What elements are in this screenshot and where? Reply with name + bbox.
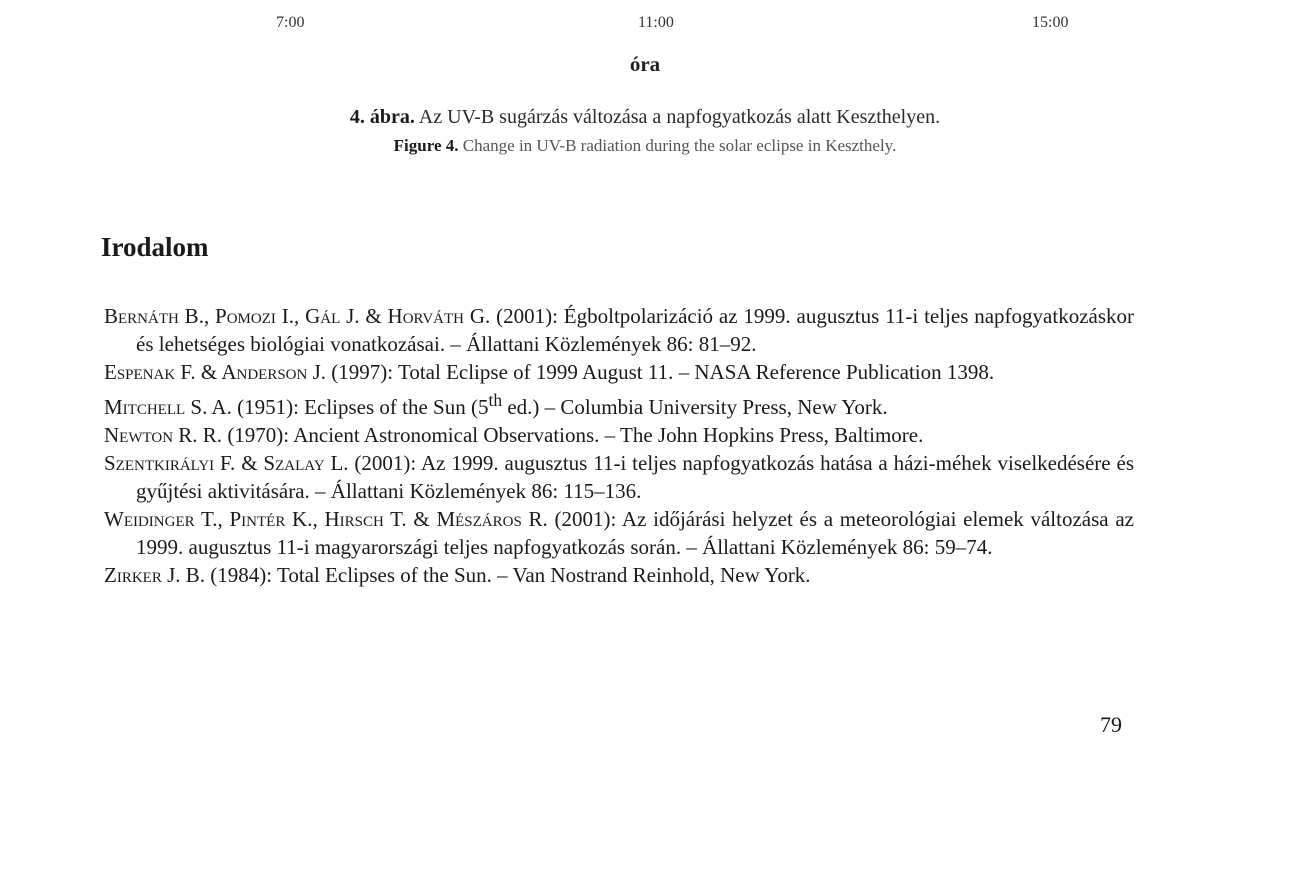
x-tick-label: 11:00 [638, 14, 674, 31]
page-number: 79 [1100, 712, 1122, 737]
reference-authors: Espenak F. & Anderson J. [104, 360, 327, 384]
reference-item [104, 358, 1134, 386]
reference-item [104, 505, 1134, 561]
x-axis-label: óra [629, 52, 661, 76]
reference-text: (2001): Égboltpolarizáció az 1999. augusztus 11-i teljes napfogyatkozáskor és lehetséges biológiai vonatkozásai. – Állattani Közlemények 86: 81–92. [136, 304, 1135, 356]
reference-text: (1970): Ancient Astronomical Observations. – The John Hopkins Press, Baltimore. [222, 423, 924, 447]
x-tick-label: 15:00 [1032, 14, 1069, 31]
reference-superscript: th [488, 390, 503, 410]
reference-authors: Bernáth B., Pomozi I., Gál J. & Horváth G. [104, 304, 491, 328]
x-tick-label: 7:00 [276, 14, 305, 31]
reference-item [104, 561, 1134, 589]
reference-text: (1951): Eclipses of the Sun (5 [231, 395, 489, 419]
reference-text: (2001): Az 1999. augusztus 11-i teljes napfogyatkozás hatása a házi-méhek viselkedésére és gyűjtési aktivitására. – Állattani Közlemények 86: 115–136. [136, 451, 1134, 503]
reference-text: ed.) – Columbia University Press, New York. [502, 395, 888, 419]
figure-caption-english [0, 136, 1290, 156]
reference-authors: Mitchell S. A. [104, 395, 232, 419]
figure-caption-hungarian [0, 106, 1290, 129]
reference-item [104, 302, 1134, 358]
figure-caption-label: Figure 4. [393, 136, 459, 155]
reference-text: (1984): Total Eclipses of the Sun. – Van Nostrand Reinhold, New York. [205, 563, 811, 587]
reference-authors: Zirker J. B. [104, 563, 206, 587]
reference-authors: Newton R. R. [104, 423, 223, 447]
reference-list [104, 302, 1134, 589]
reference-item [104, 386, 1134, 421]
reference-item [104, 449, 1134, 505]
reference-authors: Weidinger T., Pintér K., Hirsch T. & Mészáros R. [104, 507, 548, 531]
figure-caption-label: 4. ábra. [349, 106, 415, 128]
reference-item [104, 421, 1134, 449]
reference-authors: Szentkirályi F. & Szalay L. [104, 451, 349, 475]
figure-caption-text: Az UV-B sugárzás változása a napfogyatkozás alatt Keszthelyen. [414, 106, 941, 128]
figure-caption-text: Change in UV-B radiation during the solar eclipse in Keszthely. [458, 136, 897, 155]
section-heading: Irodalom [101, 232, 209, 262]
reference-text: (2001): Az időjárási helyzet és a meteorológiai elemek változása az 1999. augusztus 11-i magyarországi teljes napfogyatkozás során. – Állattani Közlemények 86: 59–74. [136, 507, 1134, 559]
reference-text: (1997): Total Eclipse of 1999 August 11. – NASA Reference Publication 1398. [326, 360, 995, 384]
